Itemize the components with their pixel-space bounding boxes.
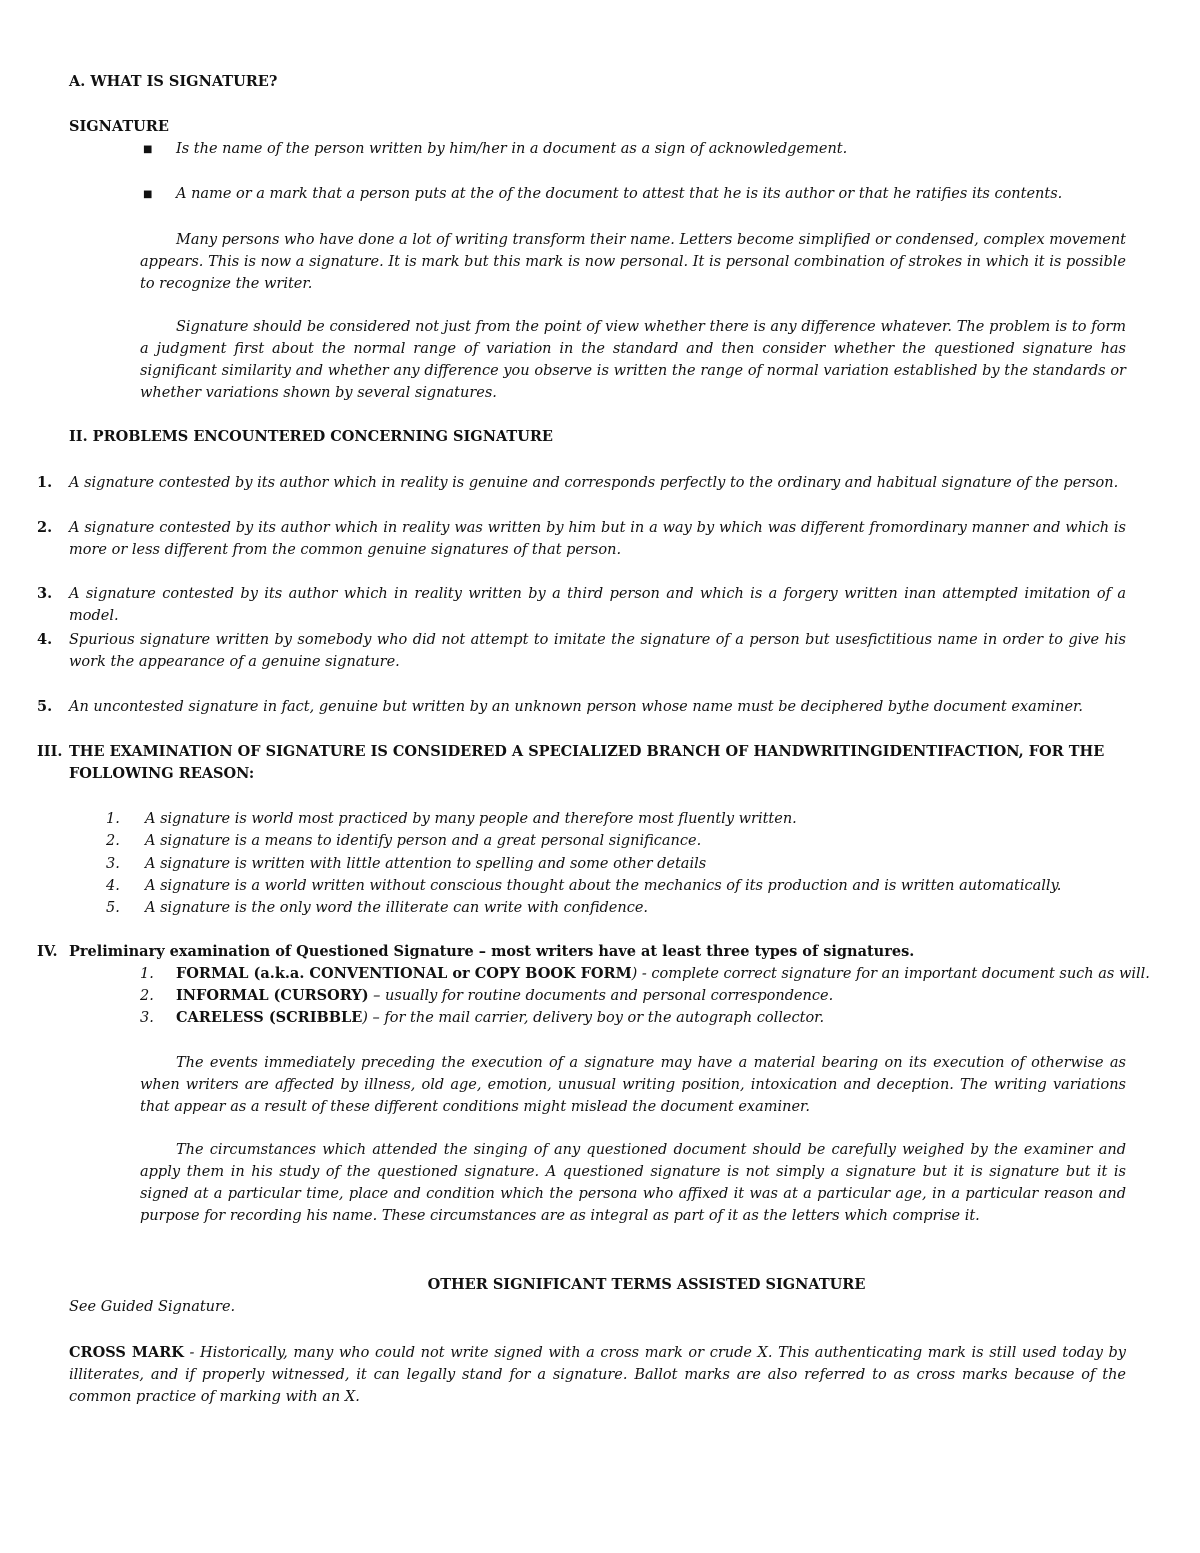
list-number: 1. [37,474,53,491]
cross-mark-term: CROSS MARK [69,1344,184,1361]
signature-term: SIGNATURE [69,118,169,135]
list-item: An uncontested signature in fact, genuine but written by an unknown person whose name must be deciphered bythe document examiner. [69,699,1083,715]
list-item: A signature is the only word the illiterate can write with confidence. [145,900,649,916]
list-number: 3. [37,585,53,602]
signature-type-item [176,1007,824,1029]
list-item: Spurious signature written by somebody who did not attempt to imitate the signature of a person but usesfictitious name in order to give his work the appearance of a genuine signature. [69,632,1126,670]
bullet-icon: ■ [143,189,153,200]
list-number: 5. [106,900,120,916]
section-number: IV. [37,943,58,960]
section-a-heading: A. WHAT IS SIGNATURE? [69,73,278,90]
list-item: A signature is world most practiced by many people and therefore most fluently written. [145,811,797,827]
cross-mark-text: - Historically, many who could not write signed with a cross mark or crude X. This authenticating mark is still used today by illiterates, and if properly witnessed, it can legally stand for a signature. Ballot marks are also referred to as cross marks because of the common practice of marking with an X. [69,1345,1126,1405]
see-also: See Guided Signature. [69,1299,236,1315]
signature-type-item [176,963,1150,985]
list-item: A signature is a means to identify person and a great personal significance. [145,833,702,849]
bullet-icon: ■ [143,144,153,155]
signature-type-item [176,985,833,1007]
section-ii-heading: II. PROBLEMS ENCOUNTERED CONCERNING SIGNATURE [69,428,553,445]
list-item: A signature is written with little attention to spelling and some other details [145,856,707,872]
signature-type-desc: ) – for the mail carrier, delivery boy or the autograph collector. [362,1010,825,1026]
cross-mark-paragraph [69,1342,1126,1408]
list-number: 1. [140,966,154,982]
list-number: 4. [106,878,120,894]
section-number: III. [37,743,63,760]
other-terms-heading: OTHER SIGNIFICANT TERMS ASSISTED SIGNATURE [427,1276,866,1293]
definition-bullet: Is the name of the person written by him/her in a document as a sign of acknowledgement. [176,141,848,157]
list-number: 2. [140,988,154,1004]
list-number: 5. [37,698,53,715]
paragraph: The circumstances which attended the singing of any questioned document should be carefully weighed by the examiner and apply them in his study of the questioned signature. A questioned signature is not simply a signature but it is signature but it is signed at a particular time, place and condition which the persona who affixed it was at a particular age, in a particular reason and purpose for recording his name. These circumstances are as integral as part of it as the letters which comprise it. [140,1142,1126,1224]
list-number: 2. [106,833,120,849]
signature-type-desc: ) - complete correct signature for an important document such as will. [631,966,1150,982]
list-number: 1. [106,811,120,827]
paragraph: The events immediately preceding the execution of a signature may have a material bearing on its execution of otherwise as when writers are affected by illness, old age, emotion, unusual writing position, intoxication and deception. The writing variations that appear as a result of these different conditions might mislead the document examiner. [140,1055,1126,1115]
list-item: A signature is a world written without conscious thought about the mechanics of its production and is written automatically. [145,878,1062,894]
signature-type-desc: – usually for routine documents and personal correspondence. [368,988,834,1004]
signature-type-term: INFORMAL (CURSORY) [176,987,369,1004]
paragraph: Many persons who have done a lot of writing transform their name. Letters become simplified or condensed, complex movement appears. This is now a signature. It is mark but this mark is now personal. It is personal combination of strokes in which it is possible to recognize the writer. [140,232,1126,292]
paragraph: Signature should be considered not just from the point of view whether there is any difference whatever. The problem is to form a judgment first about the normal range of variation in the standard and then consider whether the questioned signature has significant similarity and whether any difference you observe is written the range of normal variation established by the standards or whether variations shown by several signatures. [140,319,1126,401]
list-item: A signature contested by its author which in reality written by a third person and which is a forgery written inan attempted imitation of a model. [69,586,1126,624]
list-number: 4. [37,631,53,648]
section-iii-heading: THE EXAMINATION OF SIGNATURE IS CONSIDERED A SPECIALIZED BRANCH OF HANDWRITINGIDENTIFACTION, FOR THE FOLLOWING REASON: [69,743,1105,782]
list-number: 3. [106,856,120,872]
signature-type-term: FORMAL (a.k.a. CONVENTIONAL or COPY BOOK FORM [176,965,632,982]
definition-bullet: A name or a mark that a person puts at the of the document to attest that he is its author or that he ratifies its contents. [176,186,1063,202]
list-item: A signature contested by its author which in reality was written by him but in a way by which was different fromordinary manner and which is more or less different from the common genuine signatures of that person. [69,520,1126,558]
list-number: 3. [140,1010,154,1026]
list-number: 2. [37,519,53,536]
list-item: A signature contested by its author which in reality is genuine and corresponds perfectly to the ordinary and habitual signature of the person. [69,475,1119,491]
signature-type-term: CARELESS (SCRIBBLE [176,1009,363,1026]
section-iv-heading: Preliminary examination of Questioned Signature – most writers have at least three types of signatures. [69,943,915,960]
